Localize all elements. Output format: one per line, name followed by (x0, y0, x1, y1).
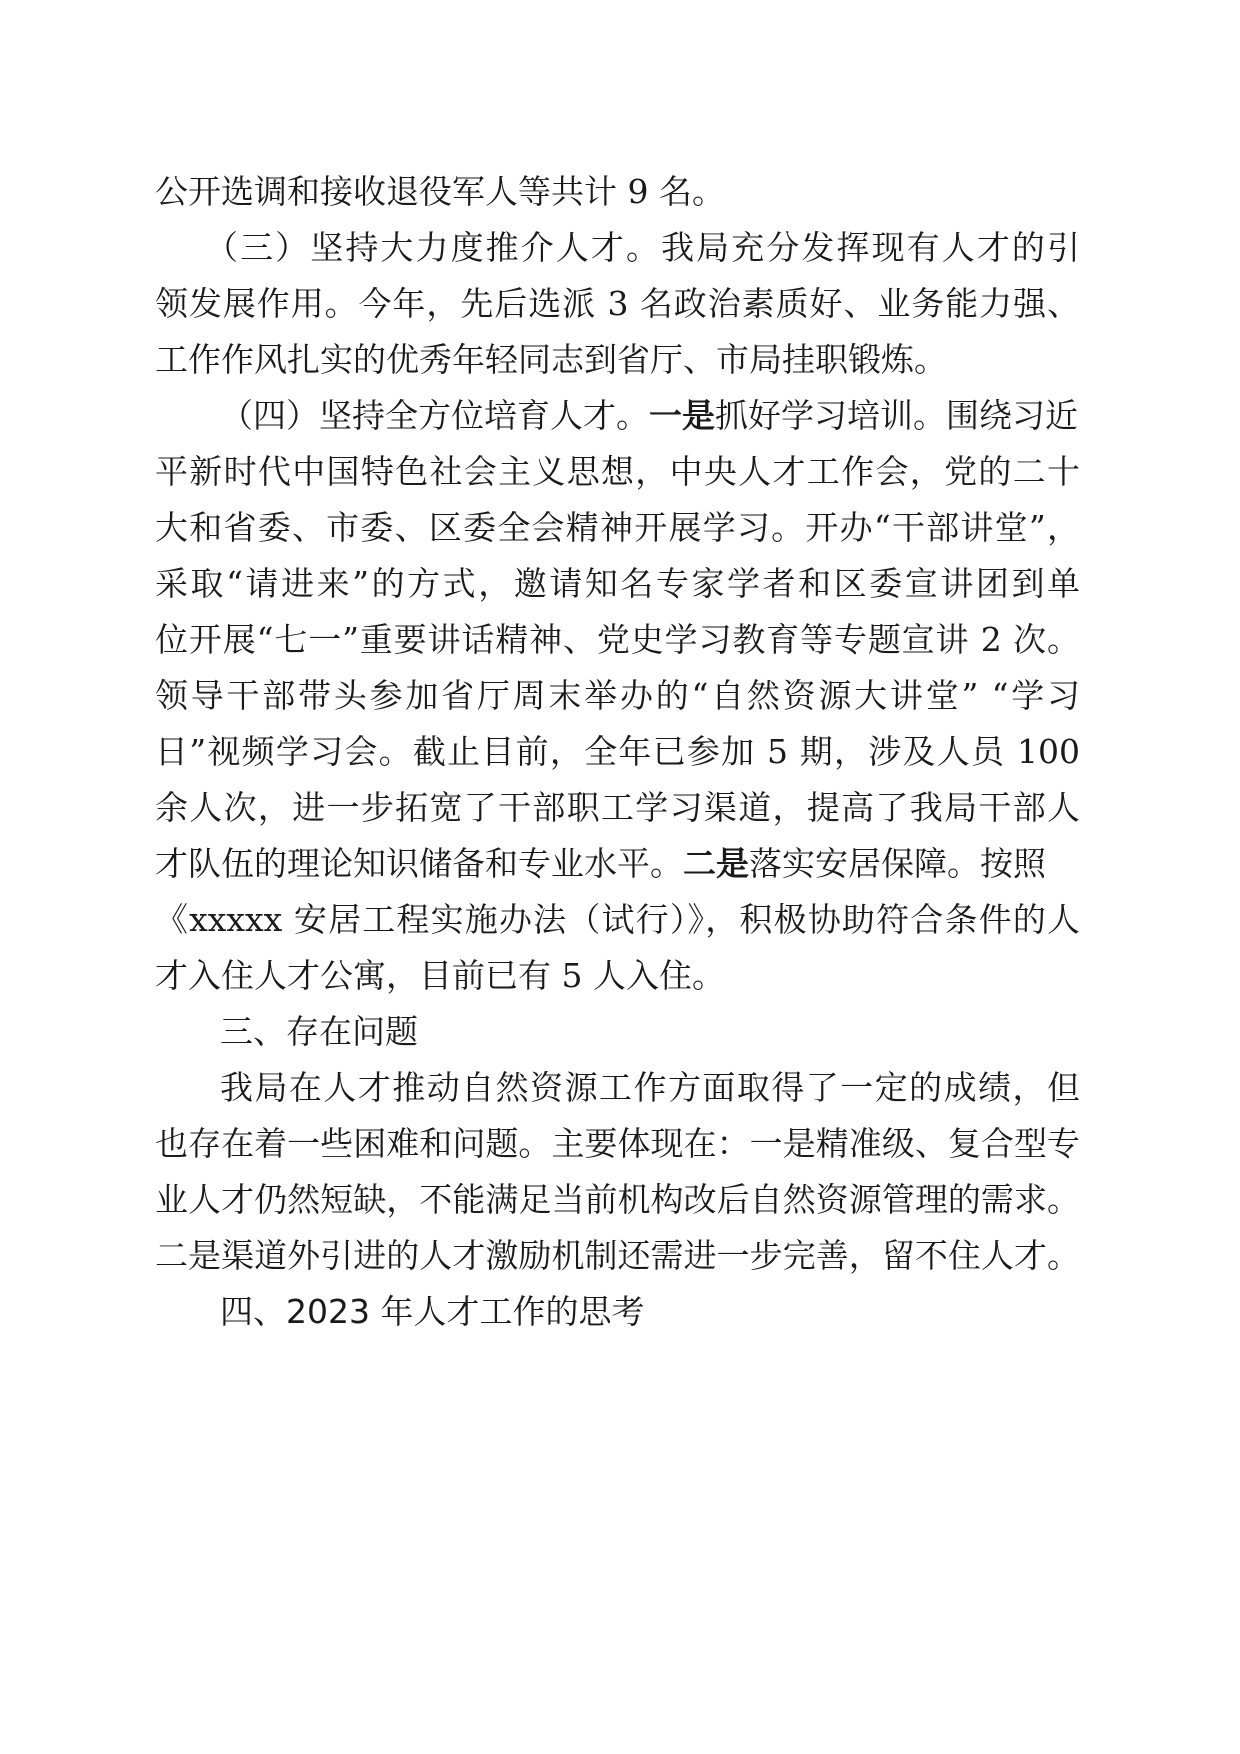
text-line: 大和省委、市委、区委全会精神开展学习。开办“干部讲堂”， (155, 508, 1080, 547)
text-line: 我局在人才推动自然资源工作方面取得了一定的成绩，但 (220, 1068, 1080, 1107)
emphasis-second: 二是 (683, 844, 749, 883)
text-line: 日”视频学习会。截止目前，全年已参加 5 期，涉及人员 100 (155, 732, 1080, 771)
section-lead: （四）坚持全方位培育人才。 (220, 396, 649, 435)
text-line: 领导干部带头参加省厅周末举办的“自然资源大讲堂” “学习 (155, 676, 1080, 715)
text-line (220, 394, 1080, 438)
text-line: 才入住人才公寓，目前已有 5 人入住。 (155, 956, 725, 995)
text-line: （三）坚持大力度推介人才。我局充分发挥现有人才的引 (205, 228, 1080, 267)
section-heading-problems: 三、存在问题 (220, 1012, 418, 1051)
text-line: 工作作风扎实的优秀年轻同志到省厅、市局挂职锻炼。 (155, 340, 947, 379)
section-text: 抓好学习培训。围绕习近 (715, 396, 1078, 435)
text-line: 余人次，进一步拓宽了干部职工学习渠道，提高了我局干部人 (155, 788, 1080, 827)
emphasis-first: 一是 (649, 396, 715, 435)
text-line: 采取“请进来”的方式，邀请知名专家学者和区委宣讲团到单 (155, 564, 1080, 603)
line-text: 落实安居保障。按照 (749, 844, 1046, 883)
line-text: 才队伍的理论知识储备和专业水平。 (155, 844, 683, 883)
text-line: 也存在着一些困难和问题。主要体现在：一是精准级、复合型专 (155, 1124, 1080, 1163)
text-line: 二是渠道外引进的人才激励机制还需进一步完善，留不住人才。 (155, 1236, 1080, 1275)
text-line: 公开选调和接收退役军人等共计 9 名。 (155, 172, 725, 211)
text-line (155, 842, 1080, 886)
text-line: 平新时代中国特色社会主义思想，中央人才工作会，党的二十 (155, 452, 1080, 491)
text-line: 业人才仍然短缺，不能满足当前机构改后自然资源管理的需求。 (155, 1180, 1080, 1219)
text-line: 领发展作用。今年，先后选派 3 名政治素质好、业务能力强、 (155, 284, 1080, 323)
section-heading-2023: 四、2023 年人才工作的思考 (220, 1292, 645, 1331)
text-line: 位开展“七一”重要讲话精神、党史学习教育等专题宣讲 2 次。 (155, 620, 1080, 659)
text-line: 《xxxxx 安居工程实施办法（试行）》，积极协助符合条件的人 (155, 900, 1080, 939)
